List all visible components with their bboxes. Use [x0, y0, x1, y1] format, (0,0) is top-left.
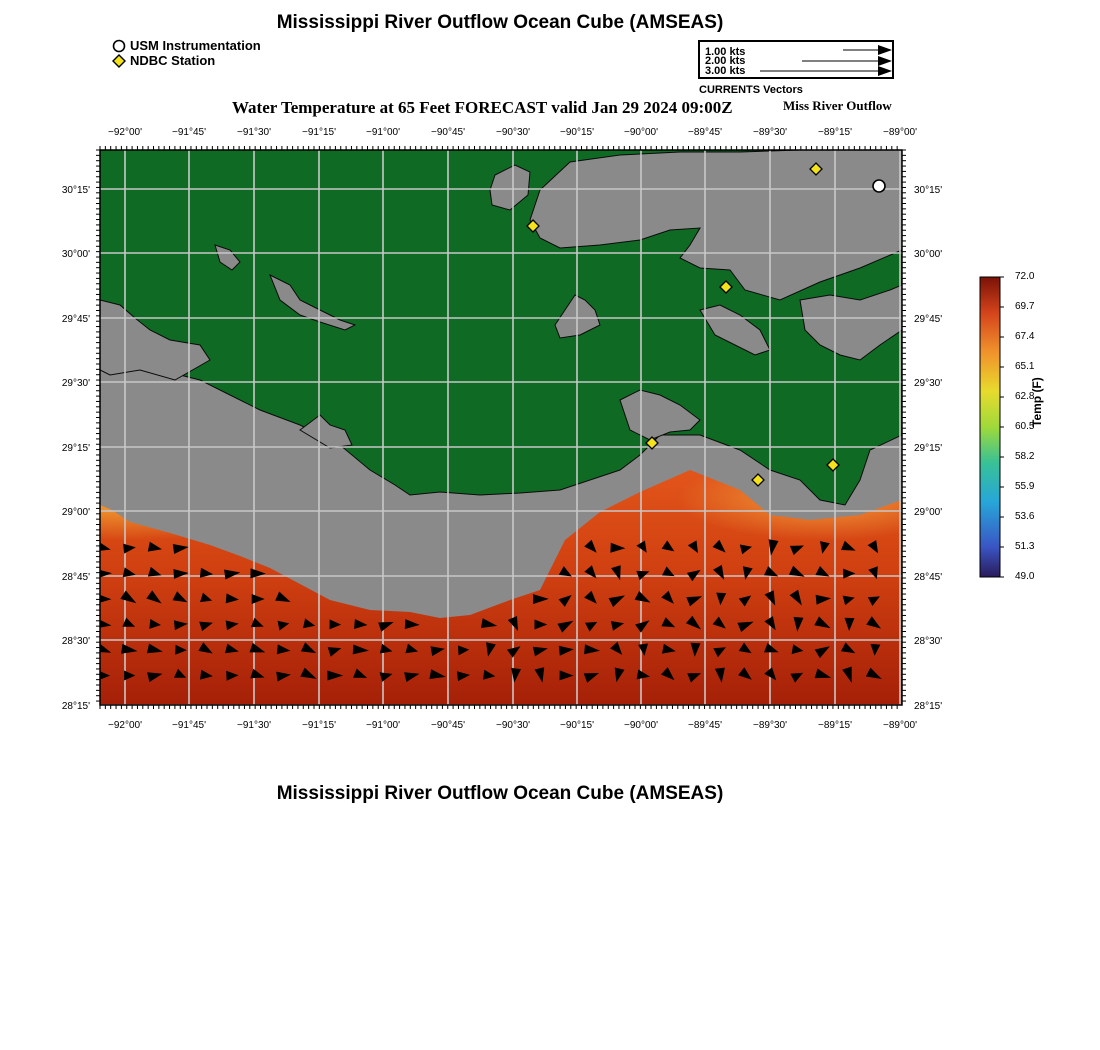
colorbar-label: 55.9 — [1015, 481, 1035, 492]
colorbar-ticks — [1000, 277, 1004, 577]
longitude-label: −91°00' — [366, 720, 400, 731]
latitude-label: 29°15' — [914, 443, 943, 454]
vector-scale-label-1: 1.00 kts — [705, 46, 746, 58]
usm-legend-label: USM Instrumentation — [130, 38, 261, 53]
longitude-label: −89°00' — [883, 127, 917, 138]
latitude-label: 29°15' — [61, 443, 90, 454]
page-title: Mississippi River Outflow Ocean Cube (AMSEAS) — [276, 12, 724, 33]
latitude-label: 29°00' — [914, 507, 943, 518]
colorbar-label: 49.0 — [1015, 571, 1035, 582]
ndbc-legend-label: NDBC Station — [130, 53, 216, 68]
latitude-label: 28°15' — [61, 701, 90, 712]
colorbar-label: 53.6 — [1015, 511, 1035, 522]
longitude-label: −90°30' — [496, 127, 530, 138]
colorbar-label: 62.8 — [1015, 391, 1035, 402]
latitude-label: 29°45' — [914, 314, 943, 325]
map-subtitle: Water Temperature at 65 Feet FORECAST valid Jan 29 2024 09:00Z — [232, 98, 733, 117]
colorbar-title: Temp (F) — [1030, 377, 1044, 427]
product-name: Miss River Outflow — [783, 98, 892, 113]
longitude-label: −91°30' — [237, 720, 271, 731]
longitude-label: −89°45' — [688, 127, 722, 138]
latitude-label: 28°30' — [914, 636, 943, 647]
longitude-label: −91°30' — [237, 127, 271, 138]
colorbar-label: 65.1 — [1015, 361, 1035, 372]
latitude-label: 29°45' — [61, 314, 90, 325]
longitude-label: −90°45' — [431, 720, 465, 731]
colorbar-label: 58.2 — [1015, 451, 1035, 462]
latitude-label: 28°30' — [61, 636, 90, 647]
longitude-label: −89°45' — [688, 720, 722, 731]
longitude-label: −91°15' — [302, 127, 336, 138]
latitude-label: 30°00' — [61, 249, 90, 260]
latitude-label: 28°45' — [914, 572, 943, 583]
colorbar-label: 67.4 — [1015, 331, 1035, 342]
longitude-label: −89°15' — [818, 127, 852, 138]
latitude-label: 29°30' — [914, 378, 943, 389]
longitude-label: −90°30' — [496, 720, 530, 731]
longitude-label: −89°15' — [818, 720, 852, 731]
usm-instrument-marker[interactable] — [873, 180, 885, 192]
colorbar-label: 69.7 — [1015, 301, 1035, 312]
longitude-label: −92°00' — [108, 127, 142, 138]
footer-title: Mississippi River Outflow Ocean Cube (AMSEAS) — [276, 783, 724, 804]
longitude-labels-top — [108, 127, 917, 138]
longitude-label: −89°00' — [883, 720, 917, 731]
longitude-labels-bottom — [108, 720, 917, 731]
longitude-label: −92°00' — [108, 720, 142, 731]
latitude-label: 28°45' — [61, 572, 90, 583]
latitude-label: 29°00' — [61, 507, 90, 518]
longitude-label: −91°45' — [172, 127, 206, 138]
latitude-labels-left — [62, 185, 90, 712]
longitude-label: −91°45' — [172, 720, 206, 731]
longitude-label: −90°00' — [624, 127, 658, 138]
longitude-label: −91°00' — [366, 127, 400, 138]
longitude-label: −90°45' — [431, 127, 465, 138]
colorbar-label: 72.0 — [1015, 271, 1035, 282]
colorbar — [980, 277, 1000, 577]
latitude-labels-right — [914, 185, 942, 712]
longitude-label: −89°30' — [753, 127, 787, 138]
latitude-label: 30°15' — [61, 185, 90, 196]
vector-legend-caption: CURRENTS Vectors — [699, 84, 803, 96]
longitude-label: −89°30' — [753, 720, 787, 731]
colorbar-label: 60.5 — [1015, 421, 1035, 432]
latitude-label: 28°15' — [914, 701, 943, 712]
vector-scale-label-2: 2.00 kts — [705, 55, 746, 67]
vector-scale-label-3: 3.00 kts — [705, 65, 746, 77]
latitude-label: 30°00' — [914, 249, 943, 260]
latitude-label: 30°15' — [914, 185, 943, 196]
colorbar-label: 51.3 — [1015, 541, 1035, 552]
longitude-label: −90°15' — [560, 127, 594, 138]
longitude-label: −90°00' — [624, 720, 658, 731]
longitude-label: −90°15' — [560, 720, 594, 731]
longitude-label: −91°15' — [302, 720, 336, 731]
latitude-label: 29°30' — [61, 378, 90, 389]
map-plot-area — [95, 150, 902, 705]
